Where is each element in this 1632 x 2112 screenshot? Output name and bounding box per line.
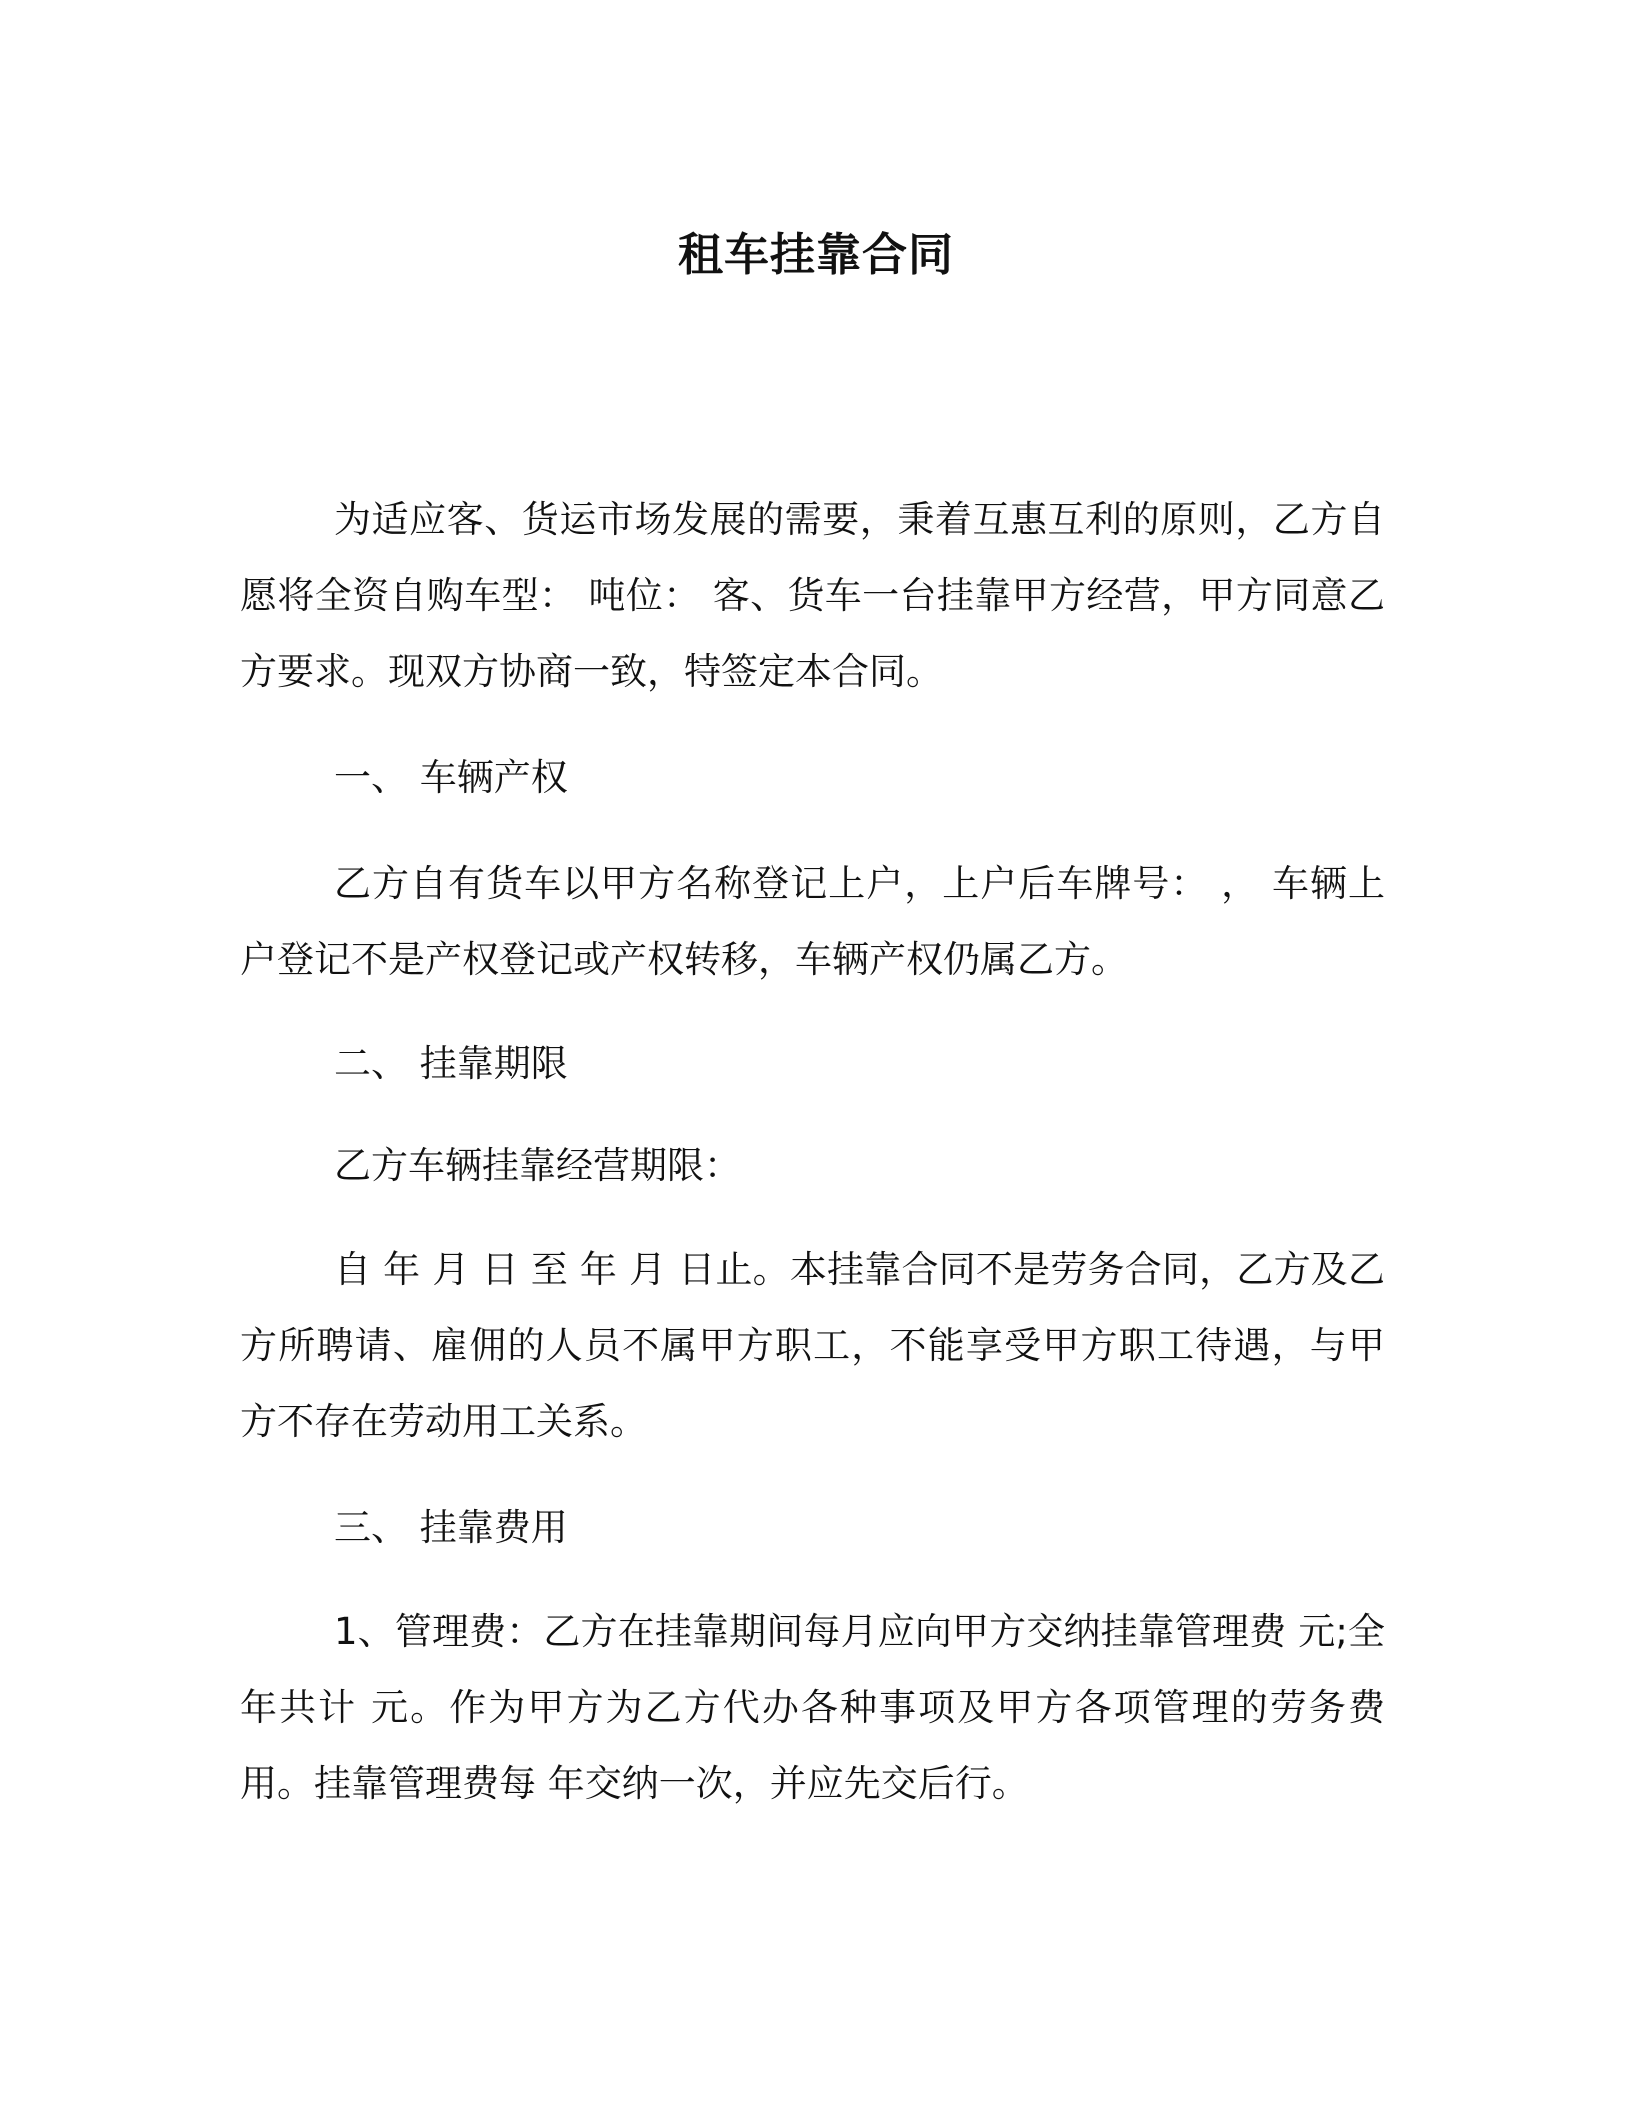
section-2-paragraph-1: 乙方车辆挂靠经营期限： <box>334 1144 741 1187</box>
intro-paragraph: 为适应客、货运市场发展的需要，秉着互惠互利的原则，乙方自愿将全资自购车型： 吨位： 客、货车一台挂靠甲方经营，甲方同意乙方要求。现双方协商一致，特签定本合同。 <box>240 498 1385 693</box>
section-heading-2: 二、 挂靠期限 <box>334 1042 568 1085</box>
section-heading-3: 三、 挂靠费用 <box>334 1506 568 1549</box>
document-title: 租车挂靠合同 <box>677 228 954 281</box>
section-heading-1: 一、 车辆产权 <box>334 756 568 799</box>
section-3-paragraph-1: 1、管理费：乙方在挂靠期间每月应向甲方交纳挂靠管理费 元;全年共计 元。作为甲方为乙方代办各种事项及甲方各项管理的劳务费用。挂靠管理费每 年交纳一次，并应先交后行。 <box>240 1610 1385 1805</box>
section-1-paragraph: 乙方自有货车以甲方名称登记上户，上户后车牌号： ， 车辆上户登记不是产权登记或产权转移，车辆产权仍属乙方。 <box>240 862 1385 981</box>
section-2-paragraph-2: 自 年 月 日 至 年 月 日止。本挂靠合同不是劳务合同，乙方及乙方所聘请、雇佣的人员不属甲方职工，不能享受甲方职工待遇，与甲方不存在劳动用工关系。 <box>240 1248 1385 1443</box>
